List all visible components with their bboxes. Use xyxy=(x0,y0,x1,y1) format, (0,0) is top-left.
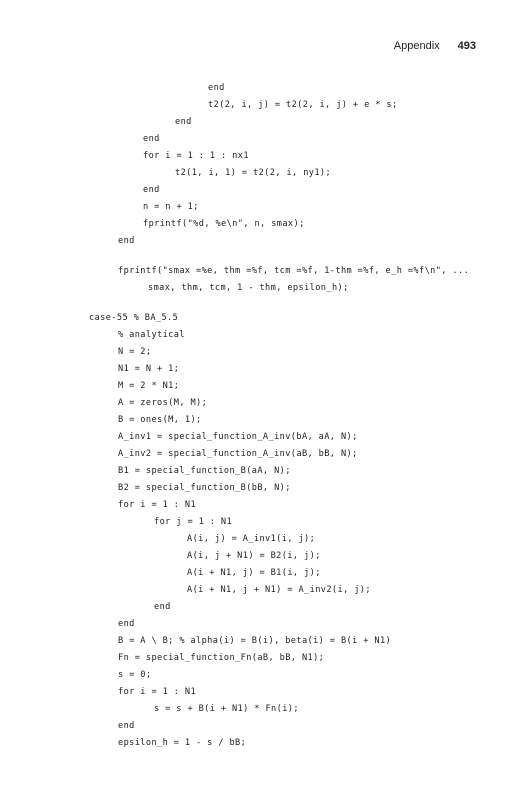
code-line: Fn = special_function_Fn(aB, bB, N1); xyxy=(118,653,325,663)
code-line: end xyxy=(118,236,135,246)
code-line: case-55 % BA_5.5 xyxy=(89,313,179,323)
code-line: end xyxy=(175,117,192,127)
code-line: N = 2; xyxy=(118,347,152,357)
code-line: end xyxy=(143,185,160,195)
code-line: epsilon_h = 1 - s / bB; xyxy=(118,738,247,748)
code-line: A_inv1 = special_function_A_inv(bA, aA, N); xyxy=(118,432,358,442)
code-line: A = zeros(M, M); xyxy=(118,398,208,408)
code-line: end xyxy=(143,134,160,144)
code-line: A_inv2 = special_function_A_inv(aB, bB, N); xyxy=(118,449,358,459)
code-line: for i = 1 : N1 xyxy=(118,500,197,510)
code-line: fprintf("smax =%e, thm =%f, tcm =%f, 1-thm =%f, e_h =%f\n", ... xyxy=(118,266,470,276)
running-header xyxy=(394,40,476,52)
code-line: A(i, j + N1) = B2(i, j); xyxy=(187,551,321,561)
code-line: smax, thm, tcm, 1 - thm, epsilon_h); xyxy=(148,283,349,293)
code-line: B = A \ B; % alpha(i) = B(i), beta(i) = B(i + N1) xyxy=(118,636,392,646)
code-line: B1 = special_function_B(aA, N); xyxy=(118,466,291,476)
code-line: t2(1, i, 1) = t2(2, i, ny1); xyxy=(175,168,332,178)
code-line: B = ones(M, 1); xyxy=(118,415,202,425)
code-line: M = 2 * N1; xyxy=(118,381,180,391)
code-line: for i = 1 : 1 : nx1 xyxy=(143,151,249,161)
code-line: B2 = special_function_B(bB, N); xyxy=(118,483,291,493)
code-line: end xyxy=(154,602,171,612)
code-line: A(i + N1, j) = B1(i, j); xyxy=(187,568,321,578)
code-line: for j = 1 : N1 xyxy=(154,517,233,527)
code-line: end xyxy=(118,721,135,731)
code-line: t2(2, i, j) = t2(2, i, j) + e * s; xyxy=(208,100,398,110)
code-line: % analytical xyxy=(118,330,185,340)
code-block-case-55 xyxy=(0,310,469,752)
code-line: s = s + B(i + N1) * Fn(i); xyxy=(154,704,299,714)
code-line: A(i, j) = A_inv1(i, j); xyxy=(187,534,316,544)
code-line: n = n + 1; xyxy=(143,202,199,212)
code-block-fprintf xyxy=(0,263,469,297)
blank-line xyxy=(0,250,469,263)
code-line: end xyxy=(118,619,135,629)
code-block-loop-end xyxy=(0,80,469,250)
page-number: 493 xyxy=(457,40,476,52)
code-line: A(i + N1, j + N1) = A_inv2(i, j); xyxy=(187,585,371,595)
section-title: Appendix xyxy=(393,40,440,52)
code-line: for i = 1 : N1 xyxy=(118,687,197,697)
code-listing xyxy=(0,80,469,752)
blank-line xyxy=(0,297,469,310)
code-line: N1 = N + 1; xyxy=(118,364,180,374)
code-line: fprintf("%d, %e\n", n, smax); xyxy=(143,219,305,229)
code-line: s = 0; xyxy=(118,670,152,680)
code-line: end xyxy=(208,83,225,93)
